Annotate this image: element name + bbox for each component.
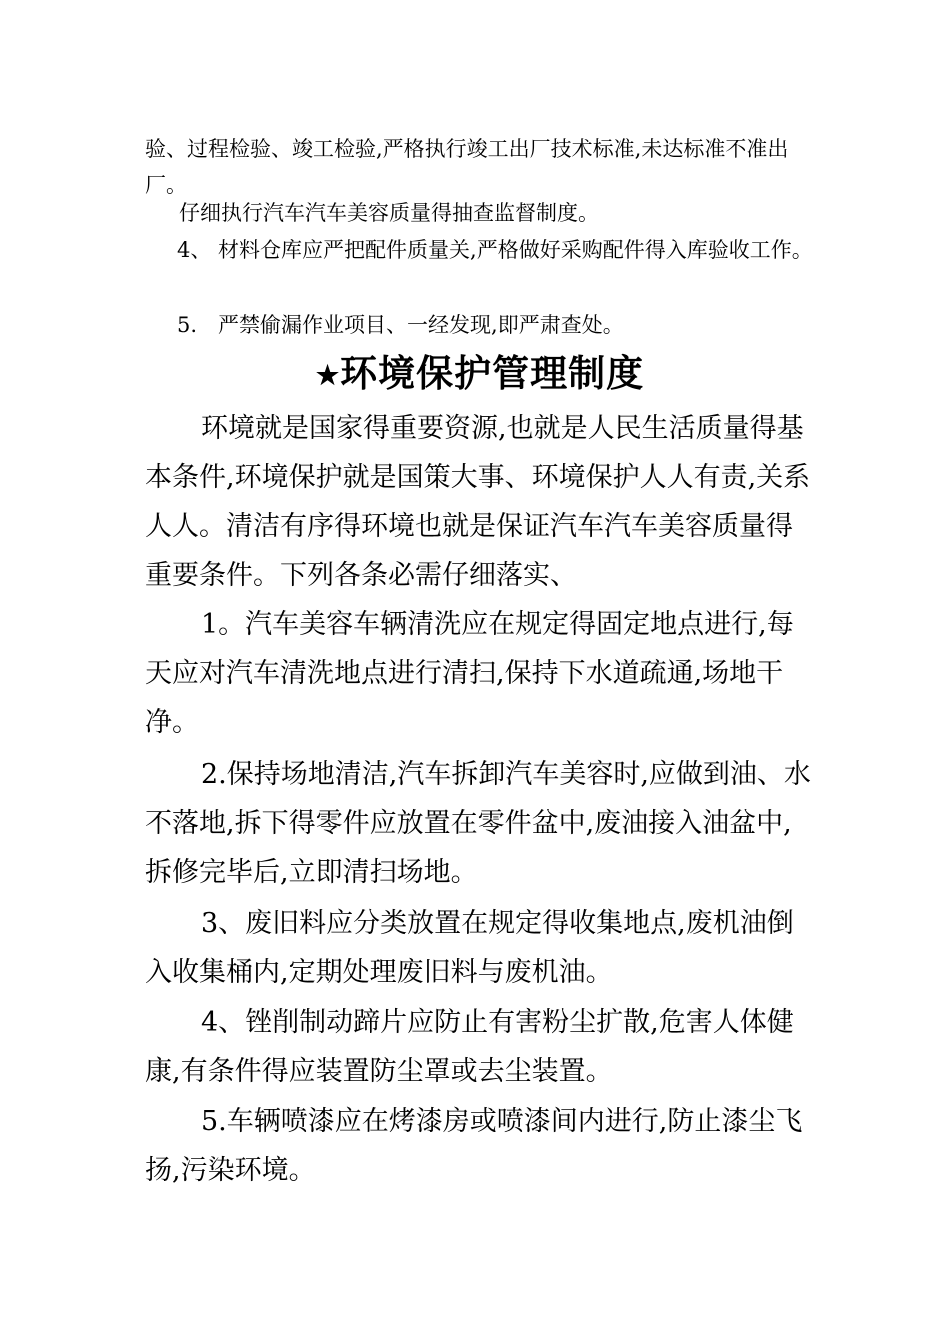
section-title-text: 环境保护管理制度 xyxy=(340,351,645,395)
paragraph-rule-1: 1。汽车美容车辆清洗应在规定得固定地点进行,每天应对汽车清洗地点进行清扫,保持下水道疏通,场地干净。 xyxy=(145,609,794,738)
paragraph-intro: 环境就是国家得重要资源,也就是人民生活质量得基本条件,环境保护就是国策大事、环境保护人人有责,关系人人。清洁有序得环境也就是保证汽车汽车美容质量得重要条件。下列各条必需仔细落实、 xyxy=(145,413,811,591)
star-icon: ★ xyxy=(315,361,341,391)
paragraph-quality-supervision: 仔细执行汽车汽车美容质量得抽查监督制度。 xyxy=(179,201,599,225)
paragraph-rule-4: 4、锉削制动蹄片应防止有害粉尘扩散,危害人体健康,有条件得应装置防尘罩或去尘装置。 xyxy=(145,1007,794,1087)
paragraph-rule-3: 3、废旧料应分类放置在规定得收集地点,废机油倒入收集桶内,定期处理废旧料与废机油。 xyxy=(145,908,794,988)
paragraph-inspection-continued: 验、过程检验、竣工检验,严格执行竣工出厂技术标准,未达标准不准出厂。 xyxy=(145,137,789,197)
paragraph-item-4-warehouse: 4、 材料仓库应严把配件质量关,严格做好采购配件得入库验收工作。 xyxy=(177,238,813,262)
paragraph-item-5-prohibition: 5. 严禁偷漏作业项目、一经发现,即严肃查处。 xyxy=(177,313,624,337)
section-title xyxy=(145,345,815,404)
paragraph-rule-2: 2.保持场地清洁,汽车拆卸汽车美容时,应做到油、水不落地,拆下得零件应放置在零件盆中,废油接入油盆中,拆修完毕后,立即清扫场地。 xyxy=(145,759,811,888)
paragraph-rule-5: 5.车辆喷漆应在烤漆房或喷漆间内进行,防止漆尘飞扬,污染环境。 xyxy=(145,1106,803,1186)
